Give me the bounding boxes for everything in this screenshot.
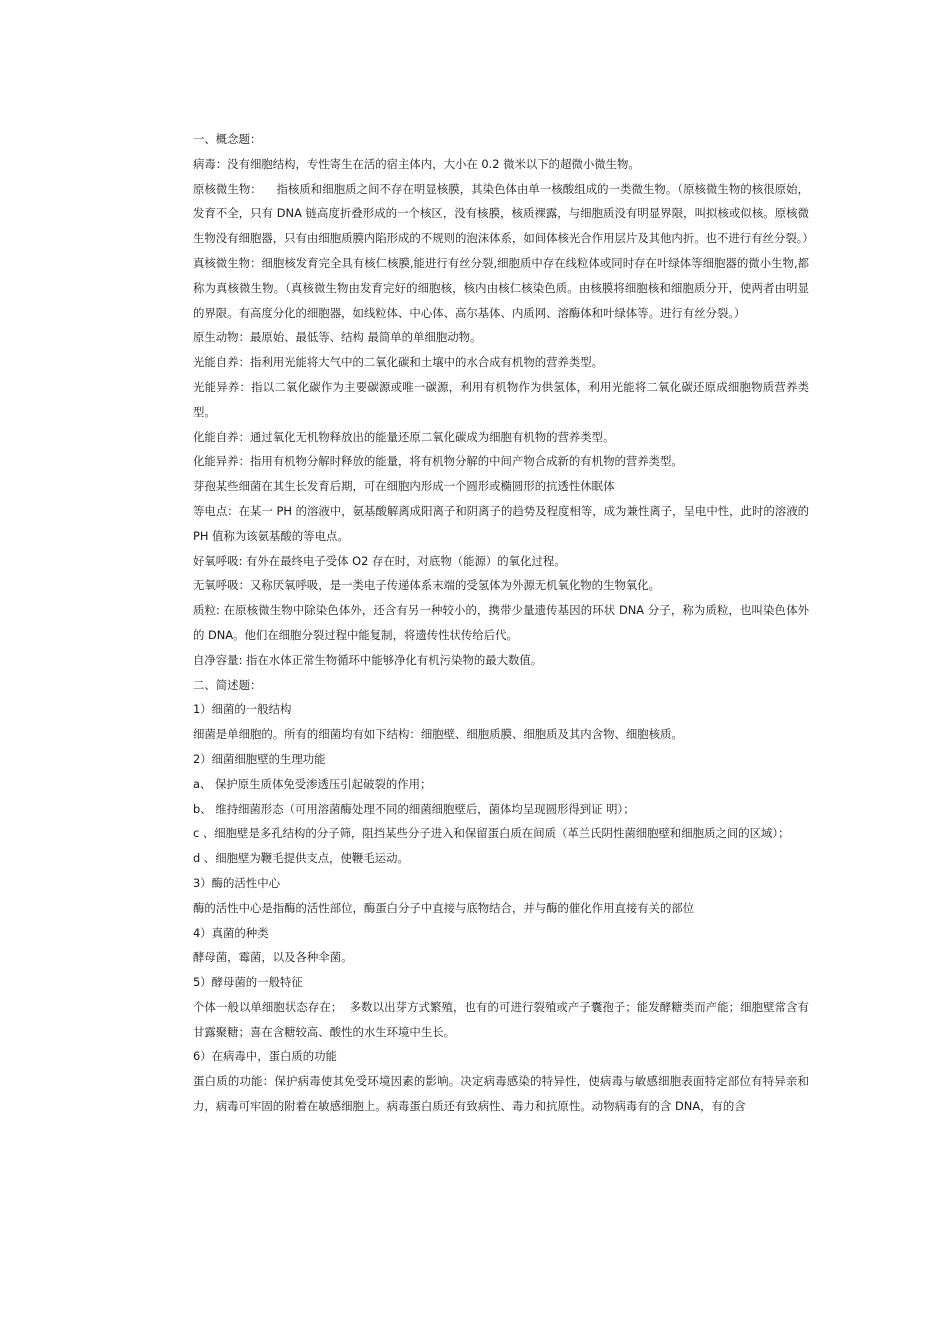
question-6-answer: 蛋白质的功能：保护病毒使其免受环境因素的影响。决定病毒感染的特异性，使病毒与敏感细胞表面特定部位有特异亲和力，病毒可牢固的附着在敏感细胞上。病毒蛋白质还有致病性、毒力和抗原性。动物病毒有的含 DNA，有的含 <box>193 1074 809 1114</box>
definition-chemoautotroph: 化能自养：通过氧化无机物释放出的能量还原二氧化碳成为细胞有机物的营养类型。 <box>193 429 615 444</box>
question-4-heading: 4）真菌的种类 <box>193 925 269 940</box>
question-3-heading: 3）酶的活性中心 <box>193 875 280 890</box>
definition-prokaryote: 原核微生物： 指核质和细胞质之间不存在明显核膜，其染色体由单一核酸组成的一类微生物。（原核微生物的核很原始，发育不全，只有 DNA 链高度折叠形成的一个核区，没有核膜，核质裸露，与细胞质没有明显界限，叫拟核或似核。原核微生物没有细胞器，只有由细胞质膜内陷形成的不规则的泡沫体系，如间体核光合作用层片及其他内折。也不进行有丝分裂。） <box>193 181 814 246</box>
question-5-answer: 个体一般以单细胞状态存在； 多数以出芽方式繁殖，也有的可进行裂殖或产子囊孢子；能发酵糖类而产能；细胞壁常含有甘露聚糖；喜在含糖较高、酸性的水生环境中生长。 <box>193 999 809 1039</box>
question-2-item-b: b、 维持细菌形态（可用溶菌酶处理不同的细菌细胞壁后，菌体均呈现圆形得到证 明）； <box>193 801 635 816</box>
definition-anaerobic-respiration: 无氧呼吸：又称厌氧呼吸，是一类电子传递体系末端的受氢体为外源无机氧化物的生物氧化。 <box>193 578 661 593</box>
definition-protozoa: 原生动物：最原始、最低等、结构 最简单的单细胞动物。 <box>193 330 482 345</box>
question-1-heading: 1）细菌的一般结构 <box>193 702 292 717</box>
definition-photoheterotroph: 光能异养：指以二氧化碳作为主要碳源或唯一碳源，利用有机物作为供氢体，利用光能将二氧化碳还原成细胞物质营养类型。 <box>193 379 809 419</box>
definition-plasmid: 质粒: 在原核微生物中除染色体外，还含有另一种较小的，携带少量遗传基因的环状 DNA 分子，称为质粒，也叫染色体外的 DNA。他们在细胞分裂过程中能复制，将遗传性状传给后代。 <box>193 603 809 642</box>
question-1-answer: 细菌是单细胞的。所有的细菌均有如下结构：细胞壁、细胞质膜、细胞质及其内含物、细胞核质。 <box>193 727 683 742</box>
definition-virus: 病毒：没有细胞结构，专性寄生在活的宿主体内，大小在 0.2 微米以下的超微小微生物。 <box>193 156 640 171</box>
question-2-item-a: a、 保护原生质体免受渗透压引起破裂的作用； <box>193 776 432 791</box>
question-4-answer: 酵母菌，霉菌，以及各种伞菌。 <box>193 950 353 965</box>
question-2-item-d: d 、细胞壁为鞭毛提供支点，使鞭毛运动。 <box>193 851 409 866</box>
definition-isoelectric-point: 等电点：在某一 PH 的溶液中，氨基酸解离成阳离子和阴离子的趋势及程度相等，成为兼性离子，呈电中性，此时的溶液的 PH 值称为该氨基酸的等电点。 <box>193 503 809 543</box>
question-5-heading: 5）酵母菌的一般特征 <box>193 975 303 990</box>
definition-aerobic-respiration: 好氧呼吸: 有外在最终电子受体 O2 存在时，对底物（能源）的氧化过程。 <box>193 553 566 568</box>
definition-photoautotroph: 光能自养：指利用光能将大气中的二氧化碳和土壤中的水合成有机物的营养类型。 <box>193 355 604 370</box>
definition-spore: 芽孢某些细菌在其生长发育后期，可在细胞内形成一个圆形或椭圆形的抗透性休眠体 <box>193 479 615 494</box>
definition-self-purification-capacity: 自净容量: 指在水体正常生物循环中能够净化有机污染物的最大数值。 <box>193 652 543 667</box>
section-heading-concepts: 一、概念题： <box>193 132 262 146</box>
definition-eukaryote: 真核微生物：细胞核发育完全具有核仁核膜,能进行有丝分裂,细胞质中存在线粒体或同时存在叶绿体等细胞器的微小生物,都称为真核微生物。（真核微生物由发育完好的细胞核，核内由核仁核染色质。由核膜将细胞核和细胞质分开，使两者由明显的界限。有高度分化的细胞器，如线粒体、中心体、高尔基体、内质网、溶酶体和叶绿体等。进行有丝分裂。） <box>193 255 809 320</box>
question-3-answer: 酶的活性中心是指酶的活性部位，酶蛋白分子中直接与底物结合，并与酶的催化作用直接有关的部位 <box>193 900 695 915</box>
document-page <box>193 127 814 1119</box>
definition-chemoheterotroph: 化能异养：指用有机物分解时释放的能量，将有机物分解的中间产物合成新的有机物的营养类型。 <box>193 454 683 469</box>
question-6-heading: 6）在病毒中，蛋白质的功能 <box>193 1049 337 1064</box>
question-2-heading: 2）细菌细胞壁的生理功能 <box>193 751 326 766</box>
question-2-item-c: c 、细胞壁是多孔结构的分子筛，阻挡某些分子进入和保留蛋白质在间质（革兰氏阴性菌细胞壁和细胞质之间的区域）； <box>193 826 790 841</box>
section-heading-short-answer: 二、简述题： <box>193 677 262 692</box>
